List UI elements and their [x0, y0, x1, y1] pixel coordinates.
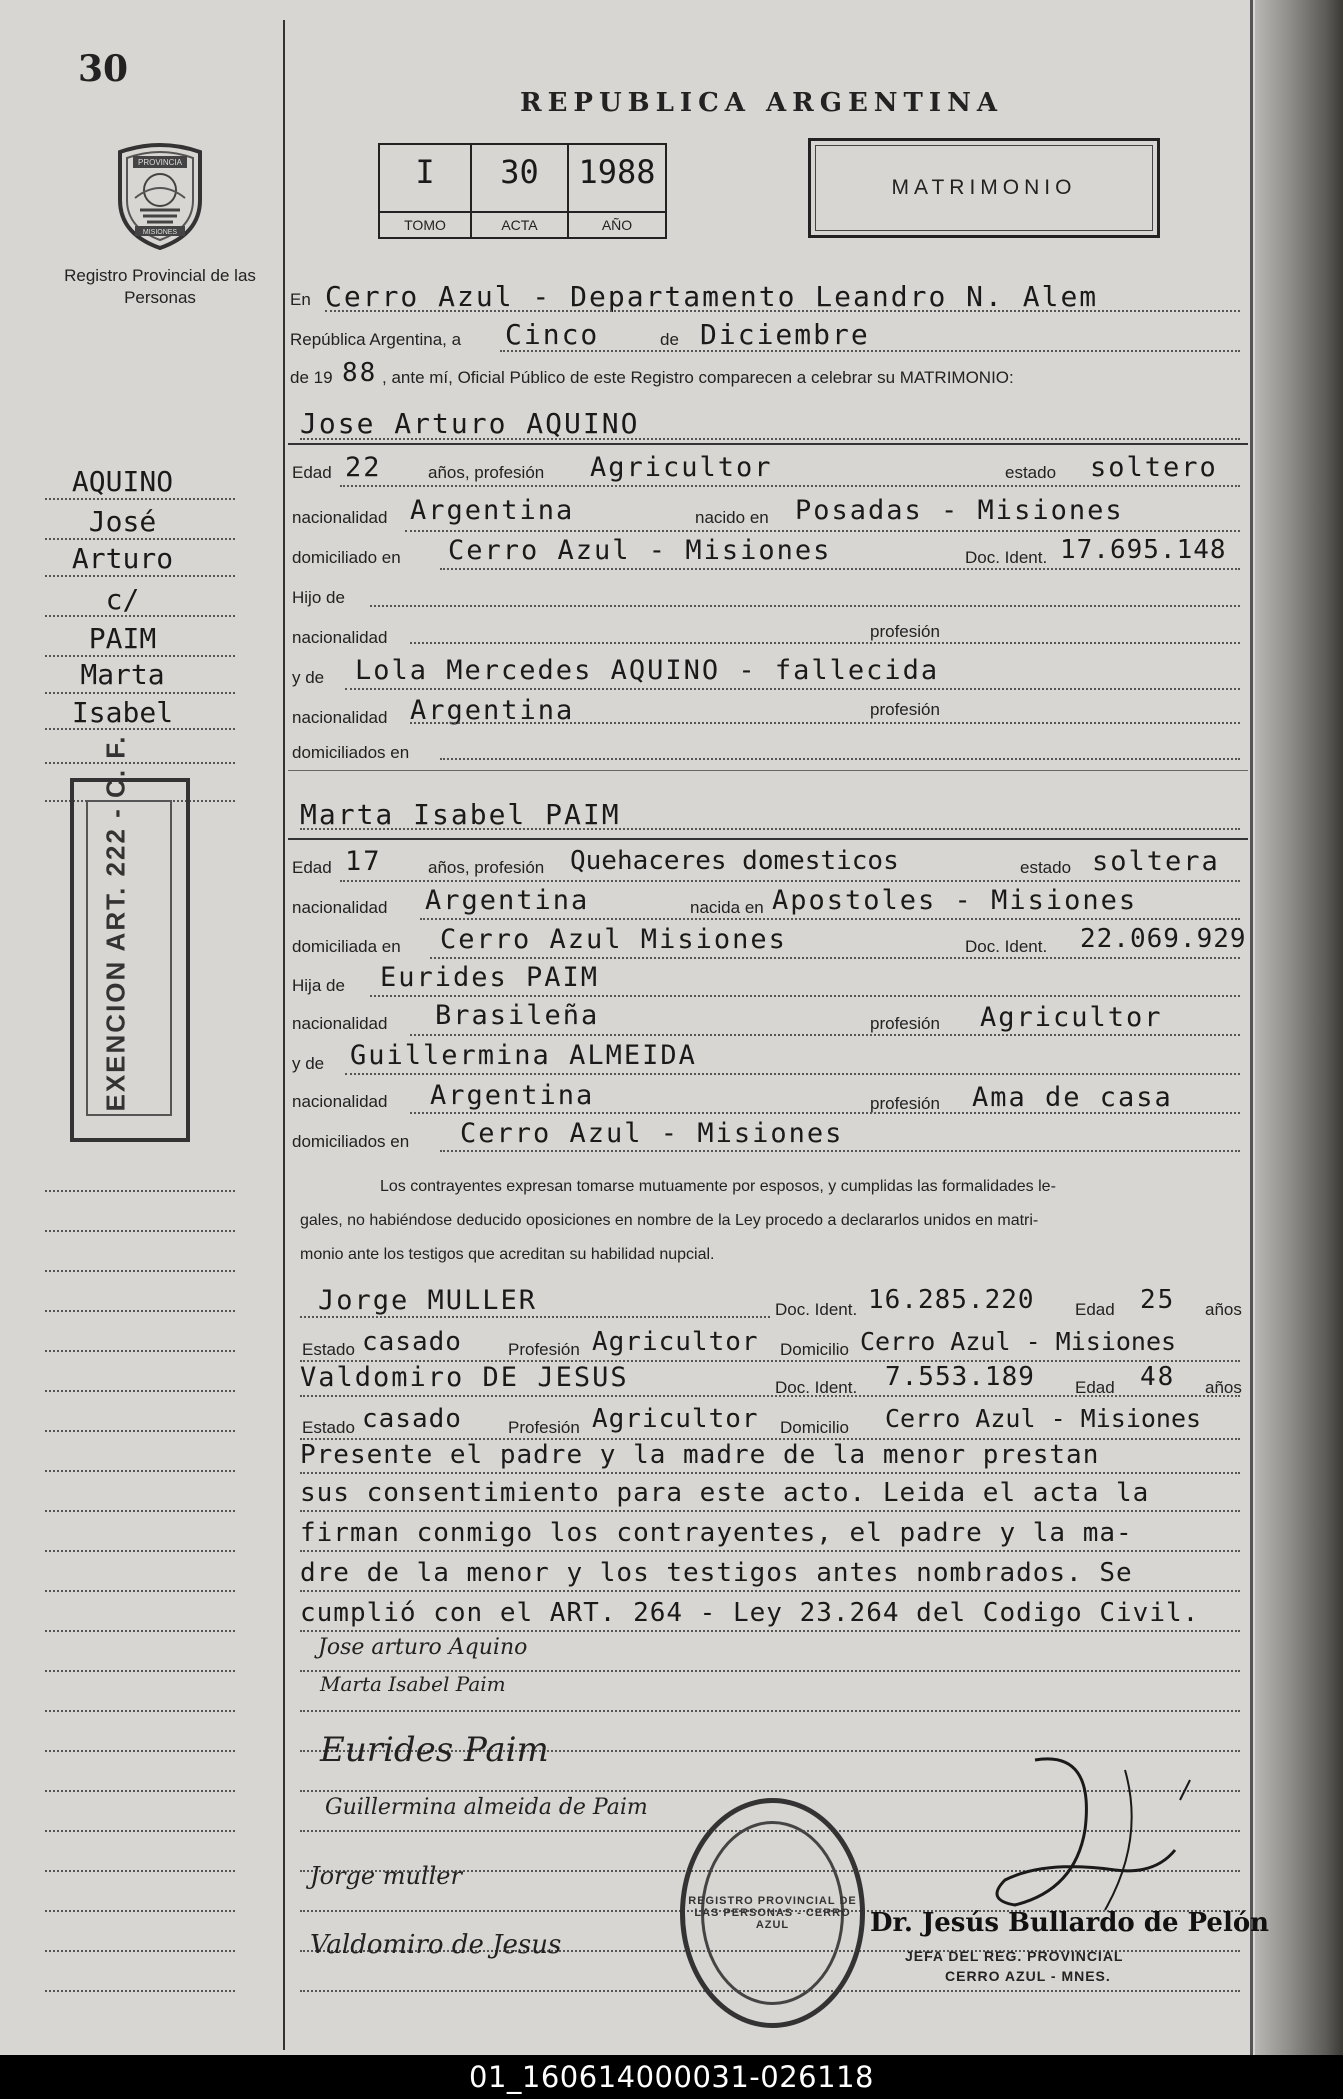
bride-padres-dom-label: domiciliados en	[292, 1132, 410, 1151]
bride-nac-label: nacionalidad	[292, 898, 388, 917]
year-prefix: de 19	[290, 368, 333, 387]
provincial-coat-of-arms-icon	[105, 138, 215, 250]
witness-estado-label: Estado	[302, 1418, 355, 1437]
anio-cell	[569, 145, 665, 237]
official-name: Dr. Jesús Bullardo de Pelón	[870, 1908, 1270, 1938]
bride-hija-label: Hija de	[292, 976, 345, 995]
intro-text: , ante mí, Oficial Público de este Registro comparecen a celebrar su MATRIMONIO:	[382, 368, 1014, 387]
bride-doc-label: Doc. Ident.	[965, 937, 1048, 956]
bride-edad-label: Edad	[292, 858, 332, 877]
witness-doc: 16.285.220	[868, 1285, 1035, 1315]
note-line: firman conmigo los contrayentes, el padre y la ma-	[300, 1518, 1133, 1548]
signature-groom: Jose arturo Aquino	[318, 1635, 528, 1660]
svg-text:PROVINCIA: PROVINCIA	[137, 158, 183, 167]
bride-profesion-label: años, profesión	[428, 858, 545, 877]
margin-line	[283, 20, 285, 2050]
official-title: JEFA DEL REG. PROVINCIAL	[905, 1948, 1124, 1964]
seal-text: REGISTRO PROVINCIAL DE LAS PERSONAS - CERRO AZUL	[688, 1895, 857, 1931]
witness-domicilio-label: Domicilio	[780, 1418, 849, 1437]
anio-value: 1988	[578, 153, 656, 191]
groom-edad: 22	[345, 452, 382, 483]
bride-dom-label: domiciliada en	[292, 937, 401, 956]
official-signature-scribble	[975, 1740, 1205, 1930]
signature-bride: Marta Isabel Paim	[320, 1672, 506, 1696]
witness-domicilio-label: Domicilio	[780, 1340, 849, 1359]
signature-witness-2: Valdomiro de Jesus	[310, 1930, 562, 1960]
groom-doc: 17.695.148	[1060, 535, 1227, 565]
witness-domicilio: Cerro Azul - Misiones	[860, 1327, 1177, 1356]
witness-name: Jorge MULLER	[318, 1285, 538, 1316]
svg-text:MISIONES: MISIONES	[142, 229, 178, 236]
witness-anios-label: años	[1205, 1378, 1242, 1397]
note-line: cumplió con el ART. 264 - Ley 23.264 del Codigo Civil.	[300, 1598, 1200, 1628]
witness-profesion-label: Profesión	[508, 1418, 580, 1437]
bride-name: Marta Isabel PAIM	[300, 798, 621, 831]
bride-nacida: Apostoles - Misiones	[772, 885, 1138, 916]
groom-padres-dom-label: domiciliados en	[292, 743, 410, 762]
groom-madre: Lola Mercedes AQUINO - fallecida	[355, 655, 940, 686]
groom-dom-label: domiciliado en	[292, 548, 401, 567]
groom-madre-nac: Argentina	[410, 695, 575, 726]
tomo-label: TOMO	[380, 211, 470, 237]
bride-madre-nac: Argentina	[430, 1080, 595, 1111]
groom-nacionalidad: Argentina	[410, 495, 575, 526]
groom-yde-label: y de	[292, 668, 325, 687]
bride-padre-prof-label: profesión	[870, 1014, 940, 1033]
groom-nac-label: nacionalidad	[292, 508, 388, 527]
witness-profesion-label: Profesión	[508, 1340, 580, 1359]
bride-nacida-label: nacida en	[690, 898, 764, 917]
witness-profesion: Agricultor	[592, 1327, 759, 1357]
witness-edad: 48	[1140, 1362, 1176, 1392]
signature-father: Eurides Paim	[320, 1730, 549, 1770]
declaration-line: gales, no habiéndose deducido oposiciones en nombre de la Ley procedo a declararlos unidos en matri-	[300, 1212, 1039, 1229]
acta-cell	[472, 145, 569, 237]
margin-name: PAIM	[88, 622, 157, 655]
en-label: En	[290, 290, 311, 309]
binding-edge	[1250, 0, 1253, 2055]
witness-edad: 25	[1140, 1285, 1176, 1315]
declaration-line: Los contrayentes expresan tomarse mutuamente por esposos, y cumplidas las formalidades le-	[380, 1178, 1056, 1195]
acta-label: ACTA	[472, 211, 567, 237]
groom-doc-label: Doc. Ident.	[965, 548, 1048, 567]
groom-padre-nac-label: nacionalidad	[292, 628, 388, 647]
signature-mother: Guillermina almeida de Paim	[325, 1795, 648, 1820]
groom-estado: soltero	[1090, 452, 1218, 483]
bride-padre-nac-label: nacionalidad	[292, 1014, 388, 1033]
country-title: REPUBLICA ARGENTINA	[520, 88, 1004, 118]
groom-profesion: Agricultor	[590, 452, 773, 483]
de-label: de	[660, 330, 679, 349]
margin-name: Marta	[80, 658, 165, 691]
bride-padres-dom: Cerro Azul - Misiones	[460, 1118, 844, 1149]
bride-profesion: Quehaceres domesticos	[570, 846, 899, 876]
bride-madre-prof: Ama de casa	[972, 1082, 1173, 1113]
witness-anios-label: años	[1205, 1300, 1242, 1319]
acta-box	[378, 143, 667, 239]
page-number: 30	[78, 48, 129, 90]
marriage-month: Diciembre	[700, 318, 870, 351]
margin-name: Isabel	[71, 696, 174, 729]
bride-madre: Guillermina ALMEIDA	[350, 1040, 697, 1071]
groom-domicilio: Cerro Azul - Misiones	[448, 535, 832, 566]
witness-estado: casado	[362, 1327, 462, 1357]
witness-doc-label: Doc. Ident.	[775, 1300, 858, 1319]
margin-name: c/	[105, 583, 140, 616]
record-type: MATRIMONIO	[815, 145, 1153, 231]
witness-doc-label: Doc. Ident.	[775, 1378, 858, 1397]
groom-hijo-label: Hijo de	[292, 588, 345, 607]
groom-estado-label: estado	[1005, 463, 1057, 482]
exemption-stamp-text: EXENCION ART. 222 - C. F.	[100, 734, 131, 1112]
marriage-day: Cinco	[505, 318, 600, 351]
groom-name: Jose Arturo AQUINO	[300, 407, 640, 440]
bride-madre-nac-label: nacionalidad	[292, 1092, 388, 1111]
bride-estado-label: estado	[1020, 858, 1072, 877]
image-id: 01_160614000031-026118	[469, 2060, 874, 2094]
groom-padre-prof-label: profesión	[870, 622, 940, 641]
groom-madre-prof-label: profesión	[870, 700, 940, 719]
bride-domicilio: Cerro Azul Misiones	[440, 924, 787, 955]
bride-doc: 22.069.929	[1080, 924, 1247, 954]
witness-profesion: Agricultor	[592, 1404, 759, 1434]
tomo-value: I	[415, 153, 435, 191]
bride-yde-label: y de	[292, 1054, 325, 1073]
bride-padre-nac: Brasileña	[435, 1000, 600, 1031]
declaration-line: monio ante los testigos que acreditan su habilidad nupcial.	[300, 1246, 715, 1263]
margin-name: AQUINO	[71, 465, 174, 498]
witness-domicilio: Cerro Azul - Misiones	[885, 1404, 1202, 1433]
official-office: CERRO AZUL - MNES.	[945, 1968, 1111, 1984]
margin-name: José	[88, 505, 157, 538]
note-line: Presente el padre y la madre de la menor prestan	[300, 1440, 1100, 1470]
signature-witness-1: Jorge muller	[310, 1862, 462, 1890]
margin-name: Arturo	[71, 542, 174, 575]
marriage-year: 88	[342, 358, 378, 388]
bride-padre: Eurides PAIM	[380, 962, 600, 993]
groom-edad-label: Edad	[292, 463, 332, 482]
groom-madre-nac-label: nacionalidad	[292, 708, 388, 727]
groom-nacido: Posadas - Misiones	[795, 495, 1124, 526]
registry-seal	[680, 1798, 865, 2028]
witness-estado: casado	[362, 1404, 462, 1434]
bride-nacionalidad: Argentina	[425, 885, 590, 916]
acta-value: 30	[500, 153, 539, 191]
registry-name: Registro Provincial de las Personas	[64, 266, 256, 307]
bride-estado: soltera	[1092, 846, 1220, 877]
anio-label: AÑO	[569, 211, 665, 237]
book-binding	[1255, 0, 1343, 2055]
republica-label: República Argentina, a	[290, 330, 462, 349]
groom-nacido-label: nacido en	[695, 508, 769, 527]
bride-edad: 17	[345, 846, 382, 877]
witness-estado-label: Estado	[302, 1340, 355, 1359]
note-line: dre de la menor y los testigos antes nombrados. Se	[300, 1558, 1133, 1588]
record-type-box	[808, 138, 1160, 238]
witness-name: Valdomiro DE JESUS	[300, 1362, 629, 1393]
marriage-place: Cerro Azul - Departamento Leandro N. Alem	[325, 280, 1099, 313]
groom-profesion-label: años, profesión	[428, 463, 545, 482]
witness-doc: 7.553.189	[885, 1362, 1035, 1392]
note-line: sus consentimiento para este acto. Leida el acta la	[300, 1478, 1150, 1508]
tomo-cell	[380, 145, 472, 237]
bride-madre-prof-label: profesión	[870, 1094, 940, 1113]
witness-edad-label: Edad	[1075, 1378, 1115, 1397]
bride-padre-prof: Agricultor	[980, 1002, 1163, 1033]
exemption-stamp	[70, 734, 190, 1142]
witness-edad-label: Edad	[1075, 1300, 1115, 1319]
